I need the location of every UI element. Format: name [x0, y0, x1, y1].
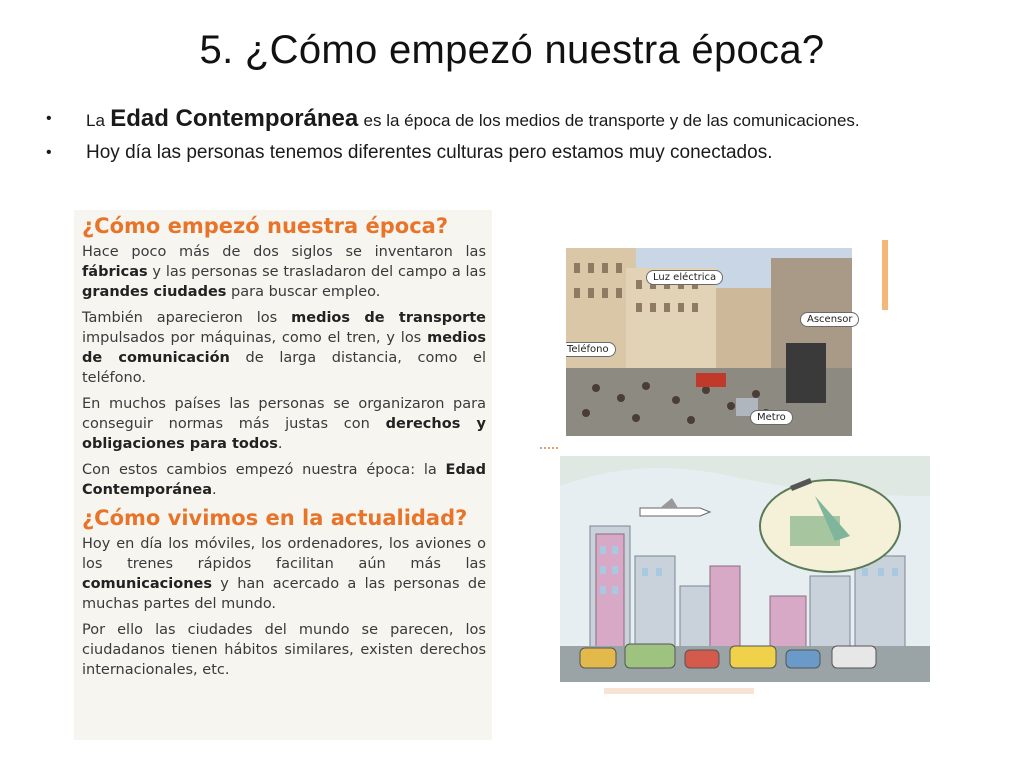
- bullet-1-post: es la época de los medios de transporte y de las comunicaciones.: [363, 111, 860, 130]
- textbook-paragraph-5: Hoy en día los móviles, los ordenadores, los aviones o los trenes rápidos facilitan aún más las comunicaciones y han acercado a las personas de muchas partes del mundo.: [82, 536, 486, 612]
- label-luz-electrica: Luz eléctrica: [646, 270, 723, 285]
- textbook-paragraph-3: En muchos países las personas se organizaron para conseguir normas más justas con derechos y obligaciones para todos.: [82, 396, 486, 452]
- bullet-item-1: [40, 106, 990, 134]
- modern-city-illustration: [560, 456, 930, 682]
- accent-bar: [882, 240, 888, 310]
- label-metro: Metro: [750, 410, 793, 425]
- dotted-mark: [540, 447, 558, 449]
- bullet-1-bold: Edad Contemporánea: [110, 105, 359, 132]
- slide-title: 5. ¿Cómo empezó nuestra época?: [199, 28, 825, 72]
- bullet-1-pre: La: [86, 111, 105, 130]
- textbook-paragraph-2: También aparecieron los medios de transporte impulsados por máquinas, como el tren, y los medios de comunicación de larga distancia, como el teléfono.: [82, 310, 486, 386]
- bullet-list: [40, 106, 990, 172]
- city-street-photo: [566, 248, 852, 436]
- bullet-2-text: Hoy día las personas tenemos diferentes culturas pero estamos muy conectados.: [86, 142, 773, 163]
- bullet-item-2: [40, 140, 990, 166]
- textbook-paragraph-6: Por ello las ciudades del mundo se parecen, los ciudadanos tienen hábitos similares, existen derechos internacionales, etc.: [82, 622, 486, 678]
- modern-city-drawing: [560, 456, 930, 682]
- textbook-heading-1: ¿Cómo empezó nuestra época?: [82, 214, 449, 238]
- caption-fragment: [604, 688, 754, 694]
- bullet-dot-icon: •: [46, 144, 52, 161]
- bullet-dot-icon: •: [46, 110, 52, 127]
- textbook-paragraph-4: Con estos cambios empezó nuestra época: la Edad Contemporánea.: [82, 462, 486, 498]
- textbook-excerpt: [74, 210, 492, 740]
- label-ascensor: Ascensor: [800, 312, 859, 327]
- textbook-paragraph-1: Hace poco más de dos siglos se inventaron las fábricas y las personas se trasladaron del campo a las grandes ciudades para buscar empleo.: [82, 244, 486, 300]
- label-telefono: Teléfono: [566, 342, 616, 357]
- textbook-heading-2: ¿Cómo vivimos en la actualidad?: [82, 506, 468, 530]
